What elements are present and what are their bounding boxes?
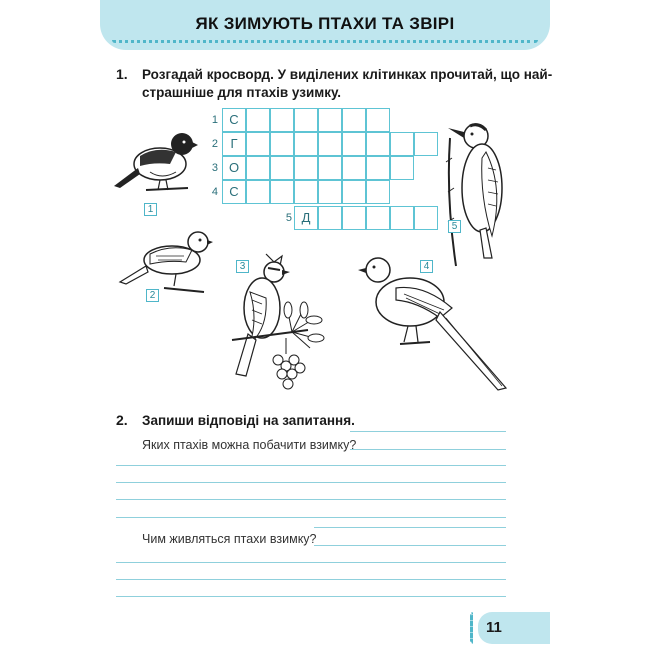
header-dotted-border — [112, 40, 538, 43]
task2-number: 2. — [116, 412, 128, 428]
magpie-icon — [356, 256, 516, 396]
answer-line[interactable] — [116, 562, 506, 563]
crossword-row-number: 3 — [211, 162, 218, 174]
answer-line[interactable] — [116, 465, 506, 466]
crossword-cell[interactable] — [390, 206, 414, 230]
crossword-row-number: 5 — [285, 212, 292, 224]
bird-label: 4 — [420, 260, 433, 273]
answer-line[interactable] — [350, 449, 506, 450]
crossword-cell[interactable] — [318, 108, 342, 132]
crossword-cell[interactable] — [246, 108, 270, 132]
crossword-cell[interactable] — [270, 180, 294, 204]
crossword-cell-highlighted[interactable]: Г — [222, 132, 246, 156]
crossword-cell[interactable] — [342, 180, 366, 204]
crossword-cell[interactable] — [270, 108, 294, 132]
crossword-cell-highlighted[interactable]: О — [222, 156, 246, 180]
crossword-cell[interactable] — [366, 108, 390, 132]
answer-line[interactable] — [314, 527, 506, 528]
page-title: ЯК ЗИМУЮТЬ ПТАХИ ТА ЗВІРІ — [195, 14, 455, 33]
crossword-cell[interactable] — [318, 156, 342, 180]
crossword-cell[interactable] — [246, 156, 270, 180]
answer-line[interactable] — [116, 596, 506, 597]
crossword-cell[interactable] — [366, 156, 390, 180]
crossword-cell-highlighted[interactable]: Д — [294, 206, 318, 230]
crossword-cell[interactable] — [318, 132, 342, 156]
bullfinch-icon — [110, 124, 200, 196]
answer-line[interactable] — [116, 579, 506, 580]
bird-label: 2 — [146, 289, 159, 302]
crossword-cell[interactable] — [294, 180, 318, 204]
crossword-grid — [200, 108, 440, 238]
crossword-cell[interactable] — [246, 180, 270, 204]
bird-label: 3 — [236, 260, 249, 273]
crossword-cell[interactable] — [294, 156, 318, 180]
bird-label: 1 — [144, 203, 157, 216]
question-1: Яких птахів можна побачити взимку? — [142, 438, 357, 452]
crossword-cell[interactable] — [270, 132, 294, 156]
page-number-dotted-border — [470, 612, 473, 644]
sparrow-icon — [116, 226, 216, 294]
crossword-cell[interactable] — [390, 132, 414, 156]
crossword-cell-highlighted[interactable]: С — [222, 108, 246, 132]
question-2: Чим живляться птахи взимку? — [142, 532, 317, 546]
crossword-cell[interactable] — [366, 180, 390, 204]
woodpecker-icon — [442, 118, 512, 268]
crossword-cell[interactable] — [342, 108, 366, 132]
crossword-cell[interactable] — [294, 132, 318, 156]
crossword-cell[interactable] — [342, 132, 366, 156]
crossword-cell[interactable] — [294, 108, 318, 132]
crossword-row-number: 2 — [211, 138, 218, 150]
crossword-cell[interactable] — [414, 206, 438, 230]
crossword-row-number: 1 — [211, 114, 218, 126]
answer-line[interactable] — [116, 499, 506, 500]
crossword-cell[interactable] — [342, 206, 366, 230]
task1-text-line1: Розгадай кросворд. У виділених клітинках прочитай, що най- — [142, 67, 553, 82]
crossword-cell[interactable] — [414, 132, 438, 156]
answer-line[interactable] — [116, 517, 506, 518]
answer-line[interactable] — [350, 431, 506, 432]
crossword-cell[interactable] — [270, 156, 294, 180]
crossword-cell[interactable] — [318, 206, 342, 230]
crossword-cell[interactable] — [318, 180, 342, 204]
answer-line[interactable] — [116, 482, 506, 483]
answer-line[interactable] — [314, 545, 506, 546]
crossword-cell[interactable] — [246, 132, 270, 156]
crossword-cell-highlighted[interactable]: С — [222, 180, 246, 204]
page-number: 11 — [486, 619, 502, 636]
crossword-cell[interactable] — [366, 206, 390, 230]
crossword-row-number: 4 — [211, 186, 218, 198]
crossword-cell[interactable] — [342, 156, 366, 180]
bird-label: 5 — [448, 220, 461, 233]
task1-number: 1. — [116, 66, 128, 82]
task1-text-line2: страшніше для птахів узимку. — [142, 85, 342, 100]
crossword-cell[interactable] — [366, 132, 390, 156]
crossword-cell[interactable] — [390, 156, 414, 180]
task2-instruction: Запиши відповіді на запитання. — [142, 413, 355, 428]
